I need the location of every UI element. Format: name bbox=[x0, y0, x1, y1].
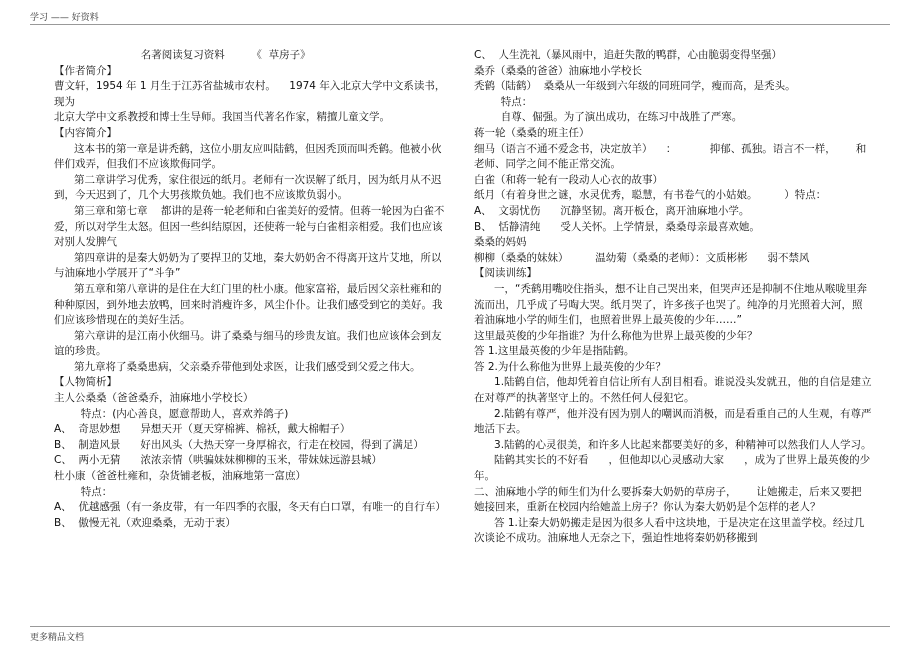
paragraph: 一，“秃鹤用嘴咬住指头，想不让自己哭出来，但哭声还是抑制不住地从喉咙里奔流而出，几乎成了号啕大哭。纸月哭了，许多孩子也哭了。纯净的月光照着大河，照着油麻地小学的师生们，也照着世界上最英俊的少年……” bbox=[474, 282, 867, 327]
paragraph: 第九章将了桑桑患病，父亲桑乔带他到处求医，让我们感受到父爱之伟大。 bbox=[54, 360, 421, 373]
paragraph: A、 优越感强（有一条皮带，有一年四季的衣服，冬天有白口罩，有唯一的自行车） bbox=[54, 501, 446, 514]
paragraph: 二、油麻地小学的师生们为什么要拆秦大奶奶的草房子， 让她搬走，后来又要把她接回来，重新在校园内给她盖上房子？你认为秦大奶奶是个怎样的老人？ bbox=[474, 485, 862, 514]
right-column bbox=[474, 48, 872, 547]
section-heading: 【作者简介】 bbox=[54, 64, 117, 77]
paragraph: 答 1.让秦大奶奶搬走是因为很多人看中这块地，于是决定在这里盖学校。经过几次谈论不成功。油麻地人无奈之下，强迫性地将秦奶奶移搬到 bbox=[474, 516, 865, 545]
paragraph: 特点： bbox=[474, 95, 533, 108]
section-heading: 【阅读训练】 bbox=[474, 267, 537, 280]
paragraph: 第四章讲的是秦大奶奶为了要捍卫的艾地，秦大奶奶舍不得离开这片艾地，所以与油麻地小学展开了“斗争” bbox=[54, 251, 442, 280]
paragraph: B、 傲慢无礼（欢迎桑桑，无动于衷） bbox=[54, 516, 236, 529]
paragraph: 特点：(内心善良，愿意帮助人，喜欢养鸽子) bbox=[54, 407, 289, 420]
section-heading: 【人物简析】 bbox=[54, 376, 117, 389]
paragraph: 3.陆鹤的心灵很美，和许多人比起来都要美好的多，种精神可以然我们人人学习。 bbox=[474, 438, 872, 451]
paragraph: C、 人生洗礼（暴风雨中，追赶失散的鸭群，心由脆弱变得坚强） bbox=[474, 49, 783, 61]
paragraph: 陆鹤其实长的不好看 ，但他却以心灵感动大家 ，成为了世界上最英俊的少年。 bbox=[474, 454, 871, 483]
paragraph: 2.陆鹤有尊严，他并没有因为别人的嘲讽而消极，而是看重自己的人生观，有尊严地活下去。 bbox=[474, 407, 872, 436]
paragraph: 第五章和第八章讲的是住在大红门里的杜小康。他家富裕，最后因父亲杜雍和的种种原因，到外地去放鸭，回来时消瘦许多，风尘仆仆。让我们感受到它的美好。我们应该珍惜现在的美好生活。 bbox=[54, 282, 443, 327]
paragraph: 这本书的第一章是讲秃鹤，这位小朋友应叫陆鹤，但因秃顶而叫秃鹤。他被小伙伴们戏弄，但我们不应该欺侮同学。 bbox=[54, 142, 442, 171]
paragraph: 北京大学中文系教授和博士生导师。我国当代著名作家，精擅儿童文学。 bbox=[54, 111, 390, 124]
paragraph: 杜小康（爸爸杜雍和，杂货铺老板，油麻地第一富庶） bbox=[54, 470, 306, 483]
paragraph: B、 制造风景 好出风头（大热天穿一身厚棉衣，行走在校园，得到了满足） bbox=[54, 438, 424, 451]
document-title: 名著阅读复习资料 《 草房子》 bbox=[114, 49, 311, 61]
paragraph: 答 1.这里最英俊的少年是指陆鹤。 bbox=[474, 345, 635, 358]
paragraph: 第三章和第七章 都讲的是蒋一轮老师和白雀美好的爱情。但蒋一轮因为白雀不爱，所以对学生太怒。但因一些纠结原因，还使蒋一轮与白雀相亲相爱。我们也应该对别人发脾气 bbox=[54, 204, 445, 249]
paragraph: 白雀（和蒋一轮有一段动人心衣的故事） bbox=[474, 173, 663, 186]
footer-divider bbox=[30, 626, 890, 627]
page-footer: 更多精品文档 bbox=[30, 633, 85, 643]
paragraph: 自尊、倔强。为了演出成功，在练习中战胜了严寒。 bbox=[474, 111, 743, 124]
paragraph: 主人公桑桑（爸爸桑乔，油麻地小学校长） bbox=[54, 392, 254, 405]
paragraph: 桑乔（桑桑的爸爸）油麻地小学校长 bbox=[474, 64, 642, 77]
header-divider bbox=[30, 24, 890, 25]
paragraph: 曹文轩，1954 年 1 月生于江苏省盐城市农村。 1974 年入北京大学中文系读书，现为 bbox=[54, 80, 446, 108]
paragraph: A、 文弱忧伤 沉静坚韧。离开板仓，离开油麻地小学。 bbox=[474, 204, 750, 217]
paragraph: 细马（语言不通不爱念书，决定放羊） ： 抑郁、孤独。语言不一样， 和老师、同学之间不能正常交流。 bbox=[474, 142, 867, 171]
paragraph: 1.陆鹤自信，他却凭着自信让所有人刮目相看。谁说没头发就丑，他的自信是建立在对尊严的执著坚守上的。不然任何人侵犯它。 bbox=[474, 376, 872, 405]
paragraph: 秃鹤（陆鹤） 桑桑从一年级到六年级的同班同学，瘦而高，是秃头。 bbox=[474, 80, 796, 93]
paragraph: 桑桑的妈妈 bbox=[474, 236, 527, 249]
page-header: 学习 —— 好资料 bbox=[30, 13, 99, 23]
paragraph: 答 2.为什么称他为世界上最英俊的少年？ bbox=[474, 360, 666, 373]
paragraph: A、 奇思妙想 异想天开（夏天穿棉裤、棉袄，戴大棉帽子） bbox=[54, 423, 351, 436]
paragraph: 特点： bbox=[54, 485, 113, 498]
paragraph: 第六章讲的是江南小伙细马。讲了桑桑与细马的珍贵友谊。我们也应该体会到友谊的珍贵。 bbox=[54, 329, 442, 358]
paragraph: C、 两小无猜 浓浓亲情（哄骗妹妹柳柳的玉米，带妹妹远游县城） bbox=[54, 454, 383, 467]
paragraph: 第二章讲学习优秀，家住很远的纸月。老师有一次误解了纸月，因为纸月从不迟到，今天迟到了，几个大男孩欺负她。我们也不应该欺负弱小。 bbox=[54, 173, 442, 202]
paragraph: 这里最英俊的少年指谁？为什么称他为世界上最英俊的少年？ bbox=[474, 329, 758, 342]
paragraph: B、 恬静清纯 受人关怀。上学情景，桑桑母亲最喜欢她。 bbox=[474, 220, 760, 233]
left-column bbox=[54, 48, 446, 531]
paragraph: 纸月（有着身世之谜，水灵优秀，聪慧，有书卷气的小姑娘。 ）特点： bbox=[474, 189, 827, 202]
paragraph: 蒋一轮（桑桑的班主任） bbox=[474, 126, 590, 139]
section-heading: 【内容简介】 bbox=[54, 126, 117, 139]
paragraph: 柳柳（桑桑的妹妹） 温幼菊（桑桑的老师）：文质彬彬 弱不禁风 bbox=[474, 251, 810, 264]
